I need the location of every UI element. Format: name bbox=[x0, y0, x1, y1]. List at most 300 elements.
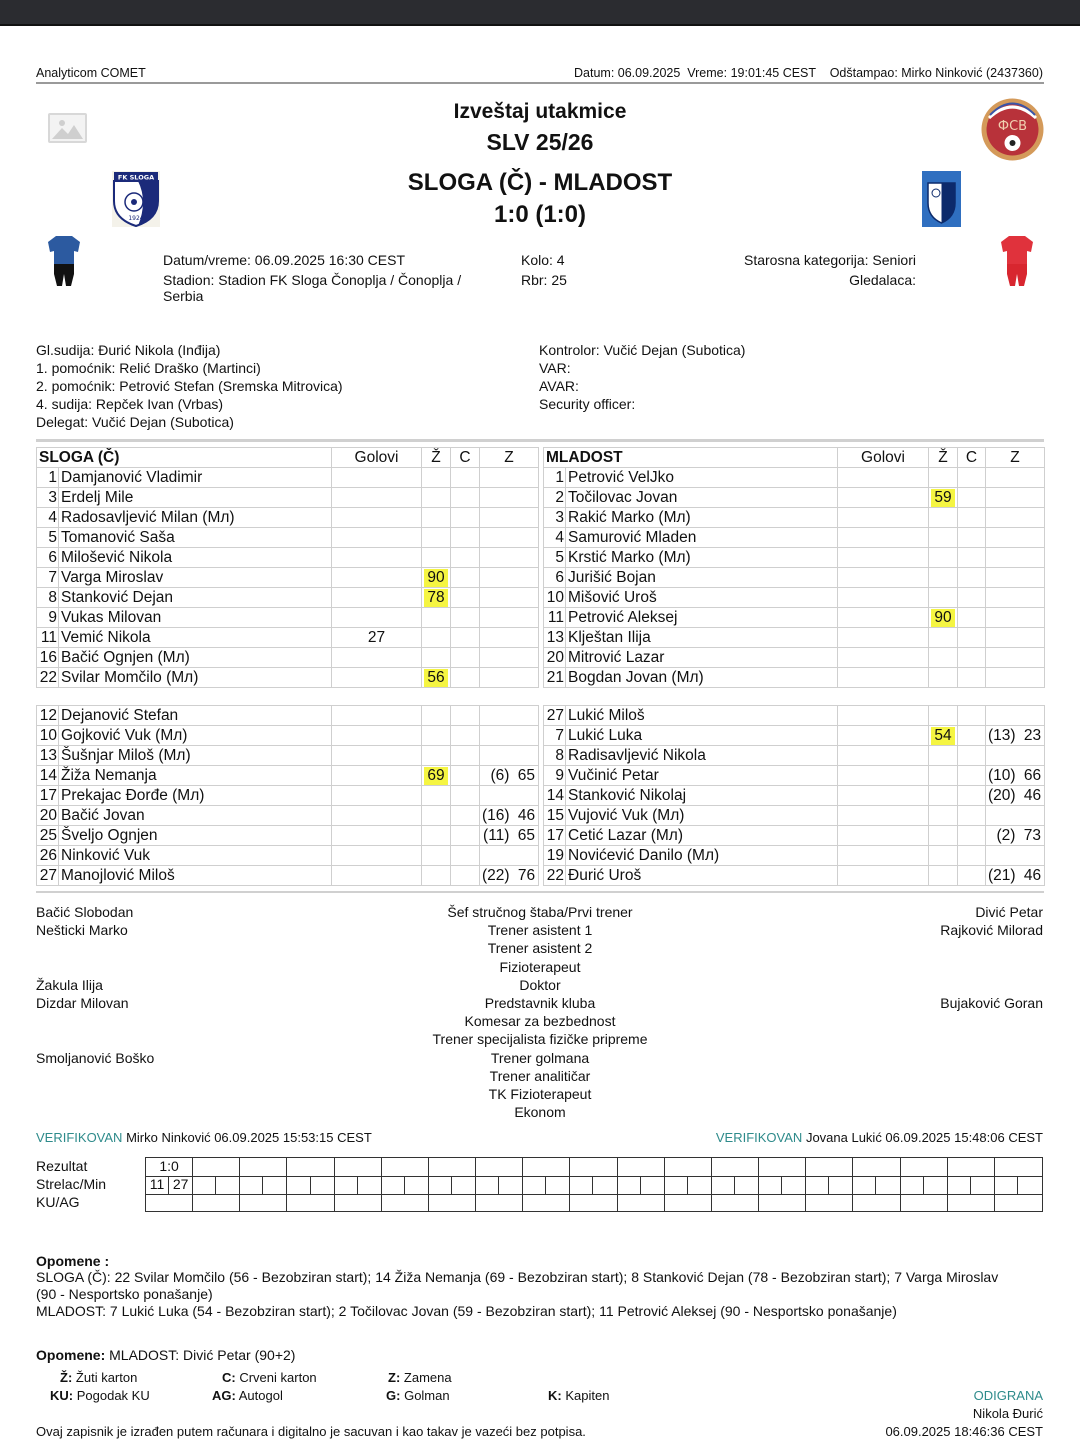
player-row bbox=[544, 608, 1045, 628]
player-yellow-card bbox=[929, 488, 958, 508]
player-number: 3 bbox=[544, 508, 566, 528]
player-goals bbox=[838, 668, 929, 688]
player-name: Radisavljević Nikola bbox=[566, 746, 838, 766]
player-name: Klještan Ilija bbox=[566, 628, 838, 648]
goal-minute bbox=[876, 1176, 899, 1194]
app-name: Analyticom COMET bbox=[36, 66, 146, 80]
player-row bbox=[37, 648, 539, 668]
player-row bbox=[37, 746, 539, 766]
score-cell bbox=[995, 1194, 1042, 1212]
scorer-number bbox=[618, 1176, 641, 1194]
player-red-card bbox=[958, 786, 986, 806]
staff-role: Trener analitičar bbox=[489, 1067, 591, 1084]
yellow-card-minute: 78 bbox=[424, 589, 447, 607]
player-yellow-card bbox=[929, 608, 958, 628]
player-number: 2 bbox=[544, 488, 566, 508]
player-yellow-card bbox=[929, 528, 958, 548]
scorer-number bbox=[712, 1176, 735, 1194]
player-row bbox=[37, 588, 539, 608]
player-number: 20 bbox=[544, 648, 566, 668]
player-red-card bbox=[451, 468, 480, 488]
player-red-card bbox=[451, 726, 480, 746]
player-substitution bbox=[986, 648, 1045, 668]
player-goals bbox=[838, 806, 929, 826]
away-verification-text: Jovana Lukić 06.09.2025 15:48:06 CEST bbox=[805, 1130, 1043, 1145]
col-goals: Golovi bbox=[332, 448, 422, 468]
score-cell bbox=[193, 1194, 240, 1212]
official-delegate: Delegat: Vučić Dejan (Subotica) bbox=[36, 414, 234, 430]
col-yellow: Ž bbox=[422, 448, 451, 468]
player-red-card bbox=[451, 548, 480, 568]
player-red-card bbox=[958, 766, 986, 786]
player-yellow-card bbox=[929, 628, 958, 648]
player-substitution bbox=[480, 488, 539, 508]
player-goals bbox=[332, 706, 422, 726]
home-team-name: SLOGA (Č) bbox=[37, 448, 332, 468]
player-red-card bbox=[958, 746, 986, 766]
player-red-card bbox=[958, 488, 986, 508]
svg-text:1924: 1924 bbox=[128, 215, 144, 222]
player-name: Prekajac Đorđe (Мл) bbox=[59, 786, 332, 806]
scorer-number bbox=[335, 1176, 358, 1194]
player-yellow-card bbox=[929, 706, 958, 726]
section-divider bbox=[36, 439, 1044, 442]
player-row bbox=[37, 608, 539, 628]
player-row bbox=[37, 508, 539, 528]
score-cell bbox=[287, 1194, 334, 1212]
player-number: 5 bbox=[37, 528, 59, 548]
official-main-referee: Gl.sudija: Đurić Nikola (Inđija) bbox=[36, 342, 221, 358]
player-name: Bačić Ognjen (Мл) bbox=[59, 648, 332, 668]
player-substitution bbox=[480, 528, 539, 548]
player-substitution bbox=[480, 548, 539, 568]
player-row bbox=[544, 706, 1045, 726]
player-row bbox=[544, 786, 1045, 806]
player-row bbox=[37, 548, 539, 568]
player-yellow-card bbox=[422, 488, 451, 508]
legend-red bbox=[222, 1370, 317, 1385]
player-name: Žiža Nemanja bbox=[59, 766, 332, 786]
player-goals bbox=[838, 826, 929, 846]
player-red-card bbox=[451, 588, 480, 608]
goal-minute bbox=[1018, 1176, 1042, 1194]
player-yellow-card bbox=[422, 568, 451, 588]
player-yellow-card bbox=[929, 806, 958, 826]
player-number: 14 bbox=[544, 786, 566, 806]
player-goals bbox=[838, 608, 929, 628]
home-staff-name: Žakula Ilija bbox=[36, 976, 103, 993]
home-staff-name: Bačić Slobodan bbox=[36, 904, 134, 920]
match-round: Kolo: 4 bbox=[521, 252, 565, 268]
player-yellow-card bbox=[422, 468, 451, 488]
staff-role: Ekonom bbox=[514, 1104, 566, 1121]
print-info: Datum: 06.09.2025 Vreme: 19:01:45 CEST Odštampao: Mirko Ninković (2437360) bbox=[574, 66, 1043, 80]
score-cell bbox=[901, 1158, 948, 1176]
staff-role: Trener specijalista fizičke pripreme bbox=[432, 1031, 648, 1048]
player-number: 3 bbox=[37, 488, 59, 508]
staff-role: Komesar za bezbednost bbox=[464, 1013, 616, 1030]
yellow-card-minute: 56 bbox=[424, 669, 447, 687]
player-red-card bbox=[451, 746, 480, 766]
player-name: Stanković Nikolaj bbox=[566, 786, 838, 806]
player-name: Vukas Milovan bbox=[59, 608, 332, 628]
away-staff-name: Bujaković Goran bbox=[940, 995, 1043, 1011]
home-starters-table bbox=[36, 447, 539, 688]
player-number: 10 bbox=[544, 588, 566, 608]
score-cell bbox=[948, 1176, 995, 1194]
player-red-card bbox=[451, 786, 480, 806]
age-category: Starosna kategorija: Seniori bbox=[744, 252, 916, 268]
player-goals bbox=[838, 786, 929, 806]
goal-minute bbox=[924, 1176, 947, 1194]
legend-g bbox=[386, 1388, 450, 1403]
score-cell bbox=[240, 1176, 287, 1194]
player-red-card bbox=[451, 846, 480, 866]
player-goals bbox=[332, 588, 422, 608]
player-yellow-card bbox=[929, 766, 958, 786]
player-yellow-card bbox=[422, 766, 451, 786]
player-yellow-card bbox=[422, 548, 451, 568]
player-yellow-card bbox=[929, 866, 958, 886]
score-cell bbox=[901, 1176, 948, 1194]
official-controller: Kontrolor: Vučić Dejan (Subotica) bbox=[539, 342, 746, 358]
player-yellow-card bbox=[422, 826, 451, 846]
col-goals: Golovi bbox=[838, 448, 929, 468]
col-red: C bbox=[451, 448, 480, 468]
score-cell bbox=[146, 1194, 193, 1212]
player-goals bbox=[332, 488, 422, 508]
player-name: Varga Miroslav bbox=[59, 568, 332, 588]
player-goals bbox=[838, 866, 929, 886]
player-red-card bbox=[958, 468, 986, 488]
player-substitution: (10) 66 bbox=[986, 766, 1045, 786]
player-substitution bbox=[986, 488, 1045, 508]
player-substitution bbox=[480, 648, 539, 668]
staff-role: Trener golmana bbox=[490, 1049, 590, 1066]
player-goals bbox=[332, 786, 422, 806]
player-substitution bbox=[986, 588, 1045, 608]
player-name: Damjanović Vladimir bbox=[59, 468, 332, 488]
player-goals: 27 bbox=[332, 628, 422, 648]
player-row bbox=[37, 846, 539, 866]
goal-minute bbox=[452, 1176, 475, 1194]
player-substitution bbox=[986, 806, 1045, 826]
scorer-number bbox=[429, 1176, 452, 1194]
yellow-card-minute: 90 bbox=[931, 609, 954, 627]
legend-key: AG: bbox=[212, 1388, 236, 1403]
player-number: 27 bbox=[37, 866, 59, 886]
match-stadium: Stadion: Stadion FK Sloga Čonoplja / Čonoplja / bbox=[163, 272, 462, 288]
player-row bbox=[544, 668, 1045, 688]
score-cell bbox=[618, 1194, 665, 1212]
col-red: C bbox=[958, 448, 986, 468]
score-cell bbox=[853, 1176, 900, 1194]
player-red-card bbox=[451, 826, 480, 846]
score-cell bbox=[665, 1158, 712, 1176]
staff-role: TK Fizioterapeut bbox=[488, 1086, 592, 1102]
score-cell bbox=[193, 1176, 240, 1194]
player-number: 14 bbox=[37, 766, 59, 786]
player-name: Novićević Danilo (Мл) bbox=[566, 846, 838, 866]
player-substitution bbox=[480, 568, 539, 588]
official-assistant-1: 1. pomoćnik: Relić Draško (Martinci) bbox=[36, 360, 261, 376]
score-label-scorer: Strelac/Min bbox=[36, 1176, 107, 1192]
score-cell bbox=[665, 1176, 712, 1194]
player-number: 19 bbox=[544, 846, 566, 866]
legend-text: Pogodak KU bbox=[76, 1388, 150, 1403]
legend-key: Z: bbox=[388, 1370, 401, 1385]
col-sub: Z bbox=[986, 448, 1045, 468]
score-cell bbox=[853, 1194, 900, 1212]
player-goals bbox=[332, 528, 422, 548]
player-name: Radosavljević Milan (Мл) bbox=[59, 508, 332, 528]
away-kit-icon bbox=[999, 234, 1035, 288]
match-stadium-country: Serbia bbox=[163, 288, 204, 304]
player-number: 22 bbox=[37, 668, 59, 688]
player-substitution bbox=[480, 508, 539, 528]
player-name: Bačić Jovan bbox=[59, 806, 332, 826]
player-number: 22 bbox=[544, 866, 566, 886]
score-cell bbox=[806, 1158, 853, 1176]
player-red-card bbox=[958, 806, 986, 826]
player-red-card bbox=[958, 648, 986, 668]
score-cell bbox=[759, 1194, 806, 1212]
away-subs-table bbox=[543, 705, 1045, 886]
player-row bbox=[544, 766, 1045, 786]
player-row bbox=[37, 468, 539, 488]
scorer-number bbox=[665, 1176, 688, 1194]
player-yellow-card bbox=[422, 608, 451, 628]
home-verification-status: VERIFIKOVAN bbox=[36, 1130, 123, 1145]
player-red-card bbox=[958, 588, 986, 608]
player-yellow-card bbox=[929, 786, 958, 806]
goal-minute bbox=[735, 1176, 758, 1194]
score-cell bbox=[523, 1176, 570, 1194]
home-team-crest bbox=[112, 171, 160, 227]
player-red-card bbox=[958, 706, 986, 726]
yellow-card-minute: 59 bbox=[931, 489, 954, 507]
player-yellow-card bbox=[929, 668, 958, 688]
player-substitution: (6) 65 bbox=[480, 766, 539, 786]
player-goals bbox=[332, 468, 422, 488]
legend-text: Golman bbox=[404, 1388, 450, 1403]
score-cell bbox=[429, 1158, 476, 1176]
player-red-card bbox=[451, 508, 480, 528]
federation-logo bbox=[981, 98, 1044, 161]
player-name: Tomanović Saša bbox=[59, 528, 332, 548]
cautions-home-cont: (90 - Nesportsko ponašanje) bbox=[36, 1286, 213, 1302]
player-row bbox=[544, 826, 1045, 846]
player-substitution bbox=[480, 706, 539, 726]
score-cell bbox=[712, 1158, 759, 1176]
player-name: Petrović VelJko bbox=[566, 468, 838, 488]
col-sub: Z bbox=[480, 448, 539, 468]
section-divider bbox=[36, 891, 1044, 893]
player-substitution: (2) 73 bbox=[986, 826, 1045, 846]
legend-yellow bbox=[60, 1370, 137, 1385]
player-yellow-card bbox=[422, 668, 451, 688]
match-title: SLOGA (Č) - MLADOST bbox=[407, 169, 673, 196]
player-yellow-card bbox=[929, 588, 958, 608]
staff-role: Doktor bbox=[519, 976, 561, 993]
player-row bbox=[544, 746, 1045, 766]
player-yellow-card bbox=[422, 866, 451, 886]
player-row bbox=[544, 628, 1045, 648]
away-team-crest bbox=[922, 171, 961, 227]
scorer-row bbox=[146, 1176, 1042, 1194]
score-cell bbox=[429, 1194, 476, 1212]
away-team-name: MLADOST bbox=[544, 448, 838, 468]
player-goals bbox=[332, 548, 422, 568]
player-name: Točilovac Jovan bbox=[566, 488, 838, 508]
player-row bbox=[37, 488, 539, 508]
player-red-card bbox=[451, 568, 480, 588]
result-row bbox=[146, 1158, 1042, 1176]
score-cell bbox=[995, 1158, 1042, 1176]
player-substitution bbox=[480, 588, 539, 608]
home-verification-text: Mirko Ninković 06.09.2025 15:53:15 CEST bbox=[126, 1130, 372, 1145]
staff-cautions bbox=[36, 1347, 295, 1364]
player-yellow-card bbox=[422, 786, 451, 806]
player-red-card bbox=[958, 668, 986, 688]
legend-ag bbox=[212, 1388, 283, 1403]
player-yellow-card bbox=[929, 826, 958, 846]
goal-minute bbox=[546, 1176, 569, 1194]
player-goals bbox=[838, 548, 929, 568]
player-goals bbox=[332, 866, 422, 886]
player-yellow-card bbox=[929, 846, 958, 866]
player-name: Milošević Nikola bbox=[59, 548, 332, 568]
official-security: Security officer: bbox=[539, 396, 636, 412]
legend-sub bbox=[388, 1370, 452, 1385]
score-label-result: Rezultat bbox=[36, 1158, 88, 1174]
player-number: 9 bbox=[544, 766, 566, 786]
player-substitution bbox=[986, 468, 1045, 488]
player-row bbox=[544, 806, 1045, 826]
ku-ag-row bbox=[146, 1194, 1042, 1212]
official-assistant-2: 2. pomoćnik: Petrović Stefan (Sremska Mitrovica) bbox=[36, 378, 343, 394]
score-cell bbox=[335, 1158, 382, 1176]
player-yellow-card bbox=[929, 648, 958, 668]
player-red-card bbox=[451, 528, 480, 548]
goal-minute bbox=[641, 1176, 664, 1194]
score-cell bbox=[759, 1158, 806, 1176]
official-var: VAR: bbox=[539, 360, 571, 376]
player-name: Vujović Vuk (Мл) bbox=[566, 806, 838, 826]
player-number: 1 bbox=[37, 468, 59, 488]
staff-role: Trener asistent 1 bbox=[487, 922, 593, 939]
player-number: 17 bbox=[37, 786, 59, 806]
player-name: Jurišić Bojan bbox=[566, 568, 838, 588]
legend-text: Kapiten bbox=[565, 1388, 610, 1403]
goal-minute bbox=[311, 1176, 334, 1194]
staff-cautions-label: Opomene: bbox=[36, 1347, 106, 1363]
player-substitution bbox=[480, 668, 539, 688]
away-verification bbox=[716, 1130, 1043, 1145]
player-goals bbox=[332, 846, 422, 866]
score-grid bbox=[145, 1157, 1043, 1212]
score-cell bbox=[995, 1176, 1042, 1194]
player-number: 8 bbox=[544, 746, 566, 766]
score-cell bbox=[382, 1158, 429, 1176]
player-name: Rakić Marko (Мл) bbox=[566, 508, 838, 528]
player-name: Lukić Miloš bbox=[566, 706, 838, 726]
score-cell bbox=[618, 1176, 665, 1194]
legend-ku bbox=[50, 1388, 150, 1403]
player-goals bbox=[332, 608, 422, 628]
score-cell bbox=[240, 1158, 287, 1176]
player-goals bbox=[838, 706, 929, 726]
player-substitution bbox=[986, 528, 1045, 548]
player-goals bbox=[332, 766, 422, 786]
player-goals bbox=[332, 648, 422, 668]
player-goals bbox=[838, 766, 929, 786]
legend-text: Zamena bbox=[403, 1370, 452, 1385]
score-cell bbox=[476, 1158, 523, 1176]
player-name: Dejanović Stefan bbox=[59, 706, 332, 726]
player-red-card bbox=[451, 766, 480, 786]
scorer-number: 11 bbox=[146, 1176, 169, 1194]
player-substitution: (16) 46 bbox=[480, 806, 539, 826]
score-label-ku-ag: KU/AG bbox=[36, 1194, 80, 1210]
home-staff-name: Smoljanović Boško bbox=[36, 1049, 155, 1066]
score-cell bbox=[948, 1194, 995, 1212]
player-name: Cetić Lazar (Мл) bbox=[566, 826, 838, 846]
player-red-card bbox=[451, 608, 480, 628]
staff-role: Predstavnik kluba bbox=[484, 995, 596, 1011]
player-number: 20 bbox=[37, 806, 59, 826]
player-goals bbox=[838, 846, 929, 866]
player-yellow-card bbox=[929, 568, 958, 588]
player-substitution bbox=[986, 508, 1045, 528]
browser-top-bar bbox=[0, 0, 1080, 26]
player-number: 4 bbox=[544, 528, 566, 548]
player-number: 15 bbox=[544, 806, 566, 826]
player-substitution: (13) 23 bbox=[986, 726, 1045, 746]
player-red-card bbox=[958, 846, 986, 866]
player-substitution bbox=[986, 746, 1045, 766]
score-cell bbox=[570, 1158, 617, 1176]
header-divider bbox=[36, 82, 1044, 84]
player-name: Mitrović Lazar bbox=[566, 648, 838, 668]
player-row bbox=[37, 866, 539, 886]
disclaimer: Ovaj zapisnik je izrađen putem računara i digitalno je sacuvan i kao takav je vazeći bez potpisa. bbox=[36, 1424, 586, 1439]
player-red-card bbox=[958, 568, 986, 588]
player-number: 6 bbox=[544, 568, 566, 588]
player-row bbox=[544, 548, 1045, 568]
player-goals bbox=[838, 508, 929, 528]
player-name: Šveljo Ognjen bbox=[59, 826, 332, 846]
player-name: Svilar Momčilo (Мл) bbox=[59, 668, 332, 688]
player-yellow-card bbox=[422, 726, 451, 746]
player-number: 10 bbox=[37, 726, 59, 746]
score-cell bbox=[806, 1194, 853, 1212]
goal-minute: 27 bbox=[172, 1176, 189, 1192]
player-substitution bbox=[480, 628, 539, 648]
player-row bbox=[544, 846, 1045, 866]
player-red-card bbox=[451, 628, 480, 648]
player-row bbox=[544, 866, 1045, 886]
score-cell bbox=[287, 1158, 334, 1176]
player-name: Vučinić Petar bbox=[566, 766, 838, 786]
score-cell bbox=[570, 1176, 617, 1194]
player-row bbox=[37, 568, 539, 588]
staff-role: Fizioterapeut bbox=[499, 958, 581, 975]
competition-name: SLV 25/26 bbox=[486, 129, 594, 155]
goal-minute bbox=[593, 1176, 616, 1194]
legend-text: Autogol bbox=[238, 1388, 283, 1403]
player-number: 13 bbox=[544, 628, 566, 648]
